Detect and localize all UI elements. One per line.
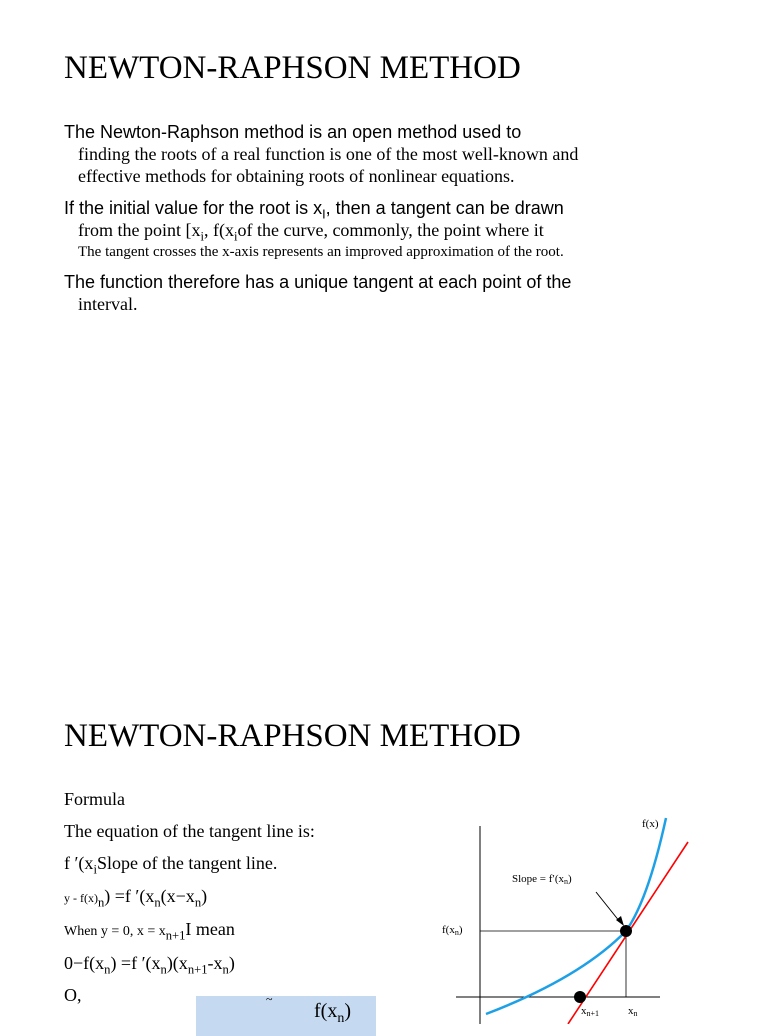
paragraph-2-lead: If the initial value for the root is $x_I$, then a tangent can be drawn bbox=[64, 198, 564, 222]
slope-arrow bbox=[596, 892, 620, 922]
slope-label: Slope = f′(xn) bbox=[512, 873, 572, 886]
formula-label: Formula bbox=[64, 789, 125, 809]
paragraph-2-line-3: The tangent crosses the x-axis represents an improved approximation of the root. bbox=[78, 244, 564, 260]
paragraph-3-lead: The function therefore has a unique tangent at each point of the bbox=[64, 272, 572, 292]
slide-2 bbox=[0, 700, 768, 1024]
xn-label: xn bbox=[628, 1005, 638, 1018]
fx-label: f(x) bbox=[642, 818, 659, 830]
when-y-zero-line: When y = 0, $x = x_{n+1}I$ mean bbox=[64, 919, 235, 943]
paragraph-2 bbox=[64, 197, 704, 263]
formula-box: ~ $f(x_n)$ bbox=[196, 996, 376, 1036]
or-label: O, bbox=[64, 985, 82, 1005]
formula-box-fx: $f(x_n)$ bbox=[314, 1000, 351, 1026]
zero-equation: $0-f(x_n) =f$ $'(x_n)(x_{n+1}-x_n)$ bbox=[64, 953, 235, 977]
slide-1-title: NEWTON-RAPHSON METHOD bbox=[64, 50, 521, 86]
slope-line: f $'(x_iSlope$ of the tangent line. bbox=[64, 853, 278, 877]
paragraph-3 bbox=[64, 271, 704, 315]
xn1-label: xn+1 bbox=[581, 1005, 600, 1018]
slide-2-title: NEWTON-RAPHSON METHOD bbox=[64, 718, 521, 754]
point-xn1 bbox=[574, 991, 586, 1003]
fxn-label: f(xn) bbox=[442, 924, 463, 937]
tangent-equation: $y - f(x)_n) =f$ $'(x_n(x-x_n)$ bbox=[64, 886, 208, 910]
paragraph-2-line-2: from the point [$x_i$, $f(x_iof$ the curve, commonly, the point where it bbox=[78, 220, 544, 244]
paragraph-1-line-3: effective methods for obtaining roots of nonlinear equations. bbox=[78, 166, 515, 186]
point-xn bbox=[620, 925, 632, 937]
slope-arrow-head bbox=[616, 916, 624, 926]
paragraph-3-line-2: interval. bbox=[78, 294, 138, 314]
paragraph-1 bbox=[64, 121, 704, 187]
newton-raphson-graph bbox=[430, 810, 710, 1024]
paragraph-1-lead: The Newton-Raphson method is an open method used to bbox=[64, 122, 522, 142]
tangent-equation-label: The equation of the tangent line is: bbox=[64, 821, 315, 841]
paragraph-1-line-2: finding the roots of a real function is one of the most well-known and bbox=[78, 144, 579, 164]
